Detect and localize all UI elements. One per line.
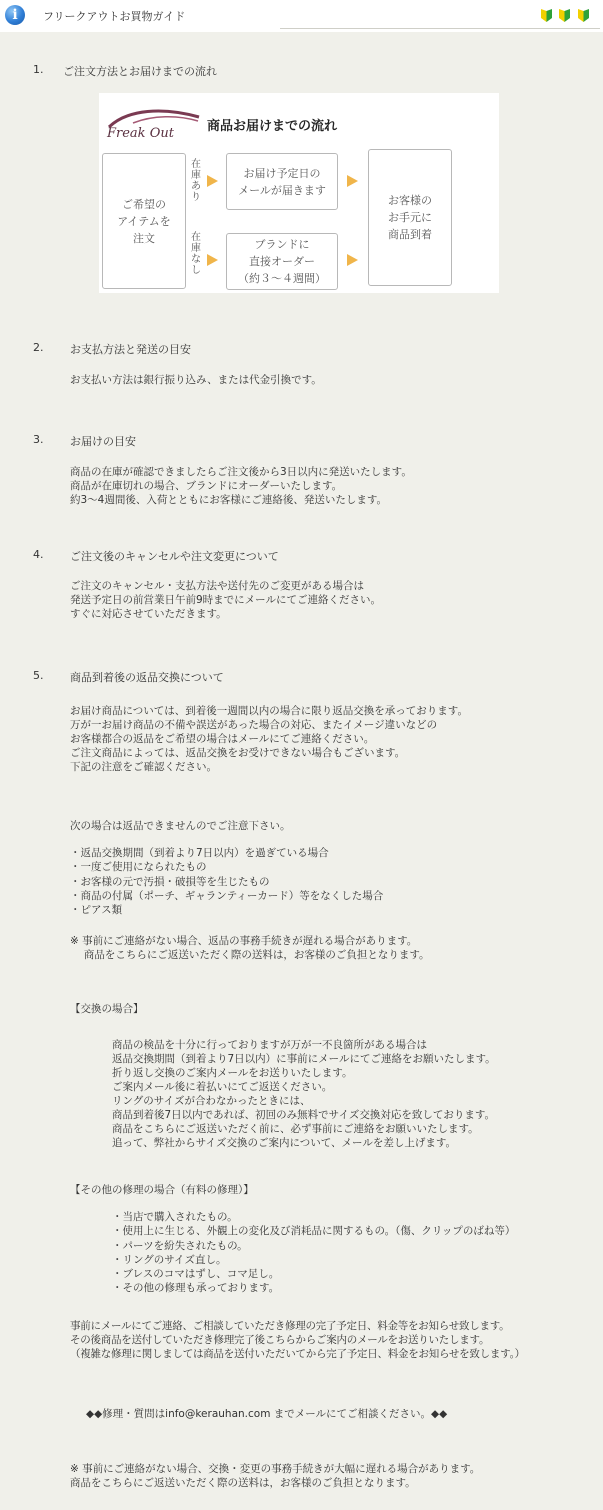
list-item: ・その他の修理も承っております。 [112,1282,280,1295]
payment-text: お支払い方法は銀行振り込み、または代金引換です。 [70,374,322,386]
repair-list [112,1210,515,1296]
exchange-text: 商品の検品を十分に行っておりますが万が一不良箇所がある場合は 返品交換期間（到着より7日以内）に事前にメールにてご連絡をお願いたします。 折り返し交換のご案内メールをお送りいたします。 ご案内メール後に着払いにてご返送ください。 リングのサイズが合わなかったときには、 商品到着後7日以内であれば、初回のみ無料でサイズ交換対応を致しております。 商品をこちらにご返送いただく前に、必ず事前にご連絡をお願いいたします。 追って、弊社からサイズ交換のご案内について、メールを差し上げます。 [112,1039,496,1149]
list-item: ・パーツを紛失されたもの。 [112,1239,248,1252]
repair-text: 事前にメールにてご連絡、ご相談していただき修理の完了予定日、料金等をお知らせ致します。 その後商品を送付していただき修理完了後こちらからご案内のメールをお送りいたします。 （複雑な修理に関しましては商品を送付いただいてから完了予定日、料金をお知らせを致します。） [70,1320,525,1360]
diagram-title: 商品お届けまでの流れ [207,119,338,134]
section-title: 商品到着後の返品交換について [70,671,224,684]
header-divider [280,28,600,29]
beginner-marks [540,9,592,25]
delivery-flow-diagram [99,93,499,293]
step-order-box: ご希望の アイテムを 注文 [102,153,186,289]
section-title: お届けの目安 [70,435,136,448]
arrow-icon [207,175,218,187]
section-number: 1. [33,63,44,76]
arrow-icon [207,254,218,266]
section-number: 3. [33,433,44,446]
section-number: 5. [33,669,44,682]
no-return-heading: 次の場合は返品できませんのでご注意下さい。 [70,820,291,832]
info-icon: i [5,5,25,25]
arrow-icon [347,254,358,266]
step-mail-box: お届け予定日の メールが届きます [226,153,338,210]
freak-out-logo [103,105,203,141]
step-arrival-box: お客様の お手元に 商品到着 [368,149,452,286]
list-item: ・当店で購入されたもの。 [112,1211,238,1223]
cancel-text: ご注文のキャンセル・支払方法や送付先のご変更がある場合は 発送予定日の前営業日午前9時までにメールにてご連絡ください。 すぐに対応させていただきます。 [70,580,381,620]
no-return-list [70,846,383,917]
list-item: ・商品の付属（ポーチ、ギャランティーカード）等をなくした場合 [70,889,384,902]
out-of-stock-label: 在 庫 な し [191,232,201,276]
section-number: 2. [33,341,44,354]
page-title: フリークアウトお買物ガイド [43,10,186,23]
return-intro-text: お届け商品については、到着後一週間以内の場合に限り返品交換を承っております。 万が一お届け商品の不備や誤送があった場合の対応、またイメージ違いなどの お客様都合の返品をご希望の場合はメールにてご連絡ください。 ご注文商品によっては、返品交換をお受けできない場合もございます。 下記の注意をご確認ください。 [70,705,468,773]
return-note: ※ 事前にご連絡がない場合、返品の事務手続きが遅れる場合があります。 商品をこちらにご返送いただく際の送料は，お客様のご負担となります。 [70,935,430,961]
logo-text: Freak Out [107,126,174,141]
exchange-heading: 【交換の場合】 [70,1003,144,1015]
list-item: ・使用上に生じる、外観上の変化及び消耗品に関するもの。（傷、クリップのばね等） [112,1225,516,1238]
repair-heading: 【その他の修理の場合（有料の修理）】 [70,1184,254,1196]
section-number: 4. [33,548,44,561]
delivery-text: 商品の在庫が確認できましたらご注文後から3日以内に発送いたします。 商品が在庫切れの場合、ブランドにオーダーいたします。 約3～4週間後、入荷とともにお客様にご連絡後、発送いたします。 [70,466,412,506]
beginner-mark-icon [540,9,553,22]
list-item: ・一度ご使用になられたもの [70,861,207,874]
step-brand-order-box: ブランドに 直接オーダー （約３～４週間） [226,233,338,290]
beginner-mark-icon [577,9,590,22]
section-title: ご注文方法とお届けまでの流れ [63,65,217,78]
in-stock-label: 在 庫 あ り [191,159,201,203]
guide-header [0,0,603,32]
section-title: ご注文後のキャンセルや注文変更について [70,550,279,563]
list-item: ・返品交換期間（到着より7日以内）を過ぎている場合 [70,847,329,859]
list-item: ・リングのサイズ直し。 [112,1253,227,1266]
contact-text: ◆◆修理・質問はinfo@kerauhan.com までメールにてご相談ください。◆◆ [86,1408,448,1420]
list-item: ・ブレスのコマはずし、コマ足し。 [112,1268,280,1281]
section-title: お支払方法と発送の目安 [70,343,191,356]
list-item: ・お客様の元で汚損・破損等を生じたもの [70,875,270,888]
beginner-mark-icon [558,9,571,22]
arrow-icon [347,175,358,187]
list-item: ・ピアス類 [70,904,123,917]
exchange-note: ※ 事前にご連絡がない場合、交換・変更の事務手続きが大幅に遅れる場合があります。 商品をこちらにご返送いただく際の送料は，お客様のご負担となります。 [70,1463,481,1489]
